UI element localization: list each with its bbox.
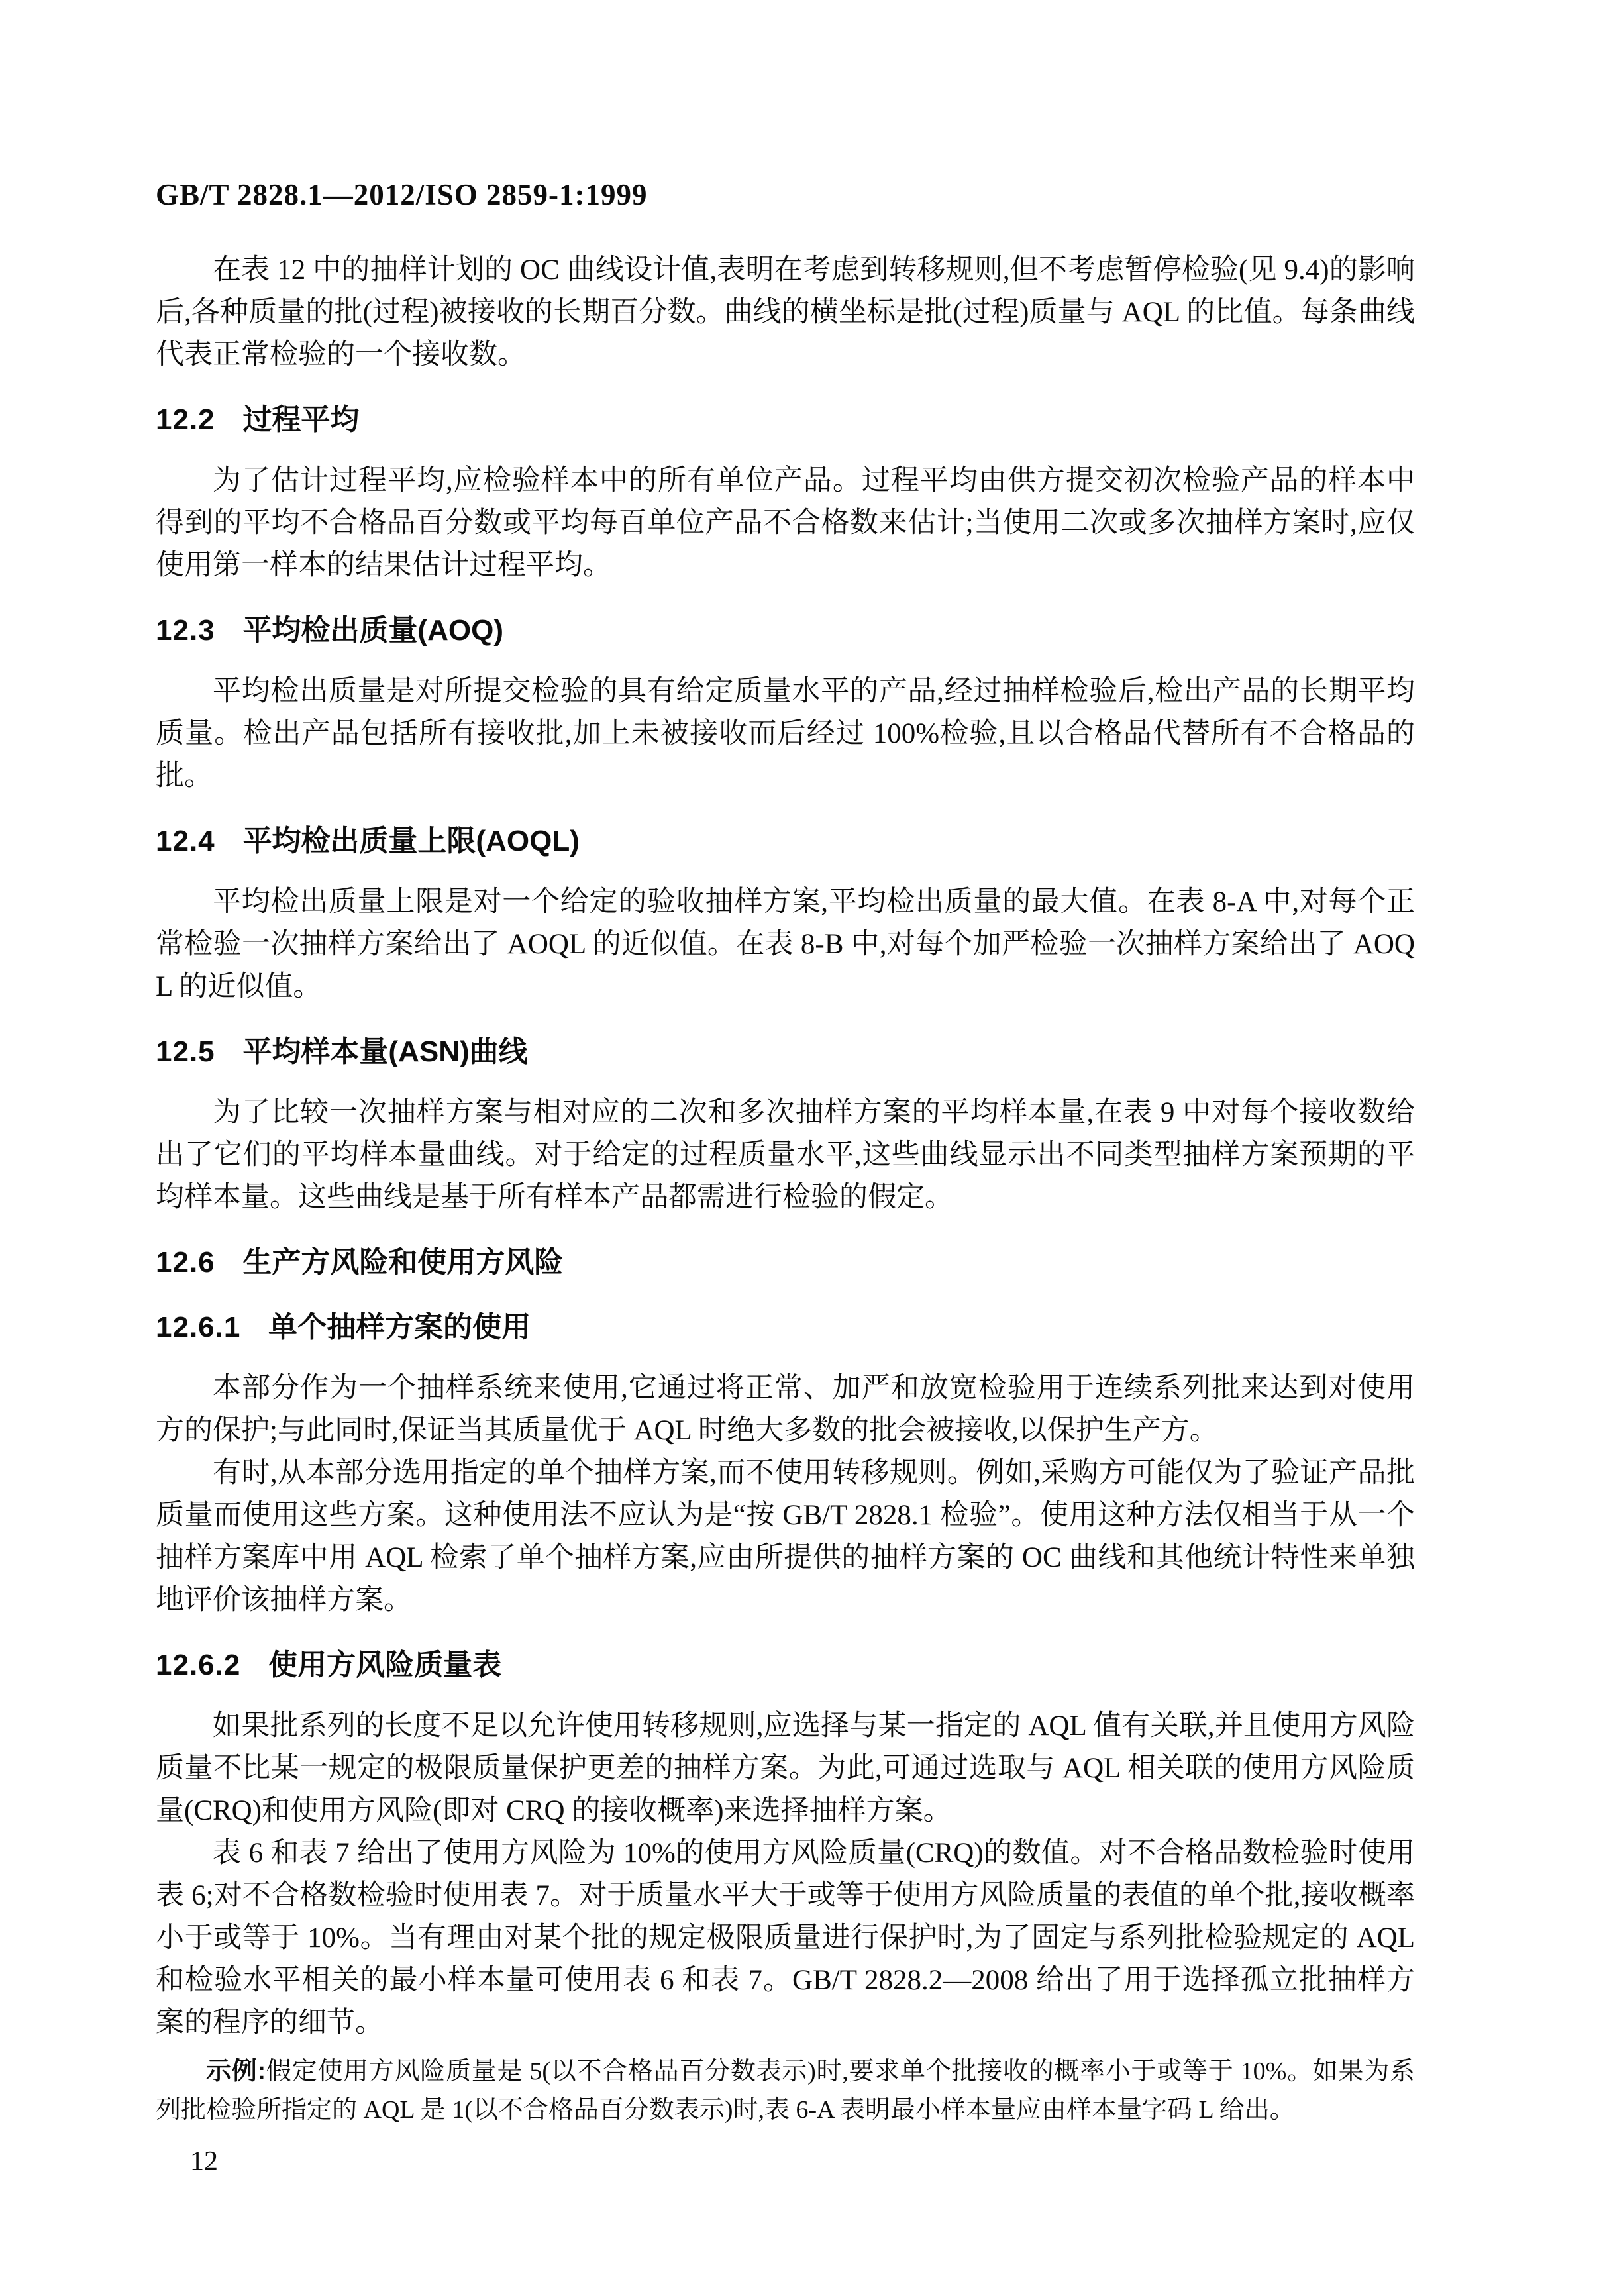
heading-12-6: [156, 1241, 1415, 1284]
example-label: 示例:: [206, 2058, 266, 2085]
paragraph-crq-selection: 如果批系列的长度不足以允许使用转移规则,应选择与某一指定的 AQL 值有关联,并且使用方风险质量不比某一规定的极限质量保护更差的抽样方案。为此,可通过选取与 AQL 相关联的使用方风险质量(CRQ)和使用方风险(即对 CRQ 的接收概率)来选择抽样方案。: [156, 1710, 1415, 1826]
section-title: 平均样本量(ASN)曲线: [242, 1035, 528, 1068]
section-number: 12.4: [156, 825, 215, 857]
heading-12-2: [156, 399, 1415, 441]
paragraph-process-average: 为了估计过程平均,应检验样本中的所有单位产品。过程平均由供方提交初次检验产品的样本中得到的平均不合格品百分数或平均每百单位产品不合格数来估计;当使用二次或多次抽样方案时,应仅使用第一样本的结果估计过程平均。: [156, 465, 1415, 581]
section-number: 12.5: [156, 1035, 215, 1068]
heading-12-3: [156, 609, 1415, 652]
paragraph-single-plan-use-1: 本部分作为一个抽样系统来使用,它通过将正常、加严和放宽检验用于连续系列批来达到对使用方的保护;与此同时,保证当其质量优于 AQL 时绝大多数的批会被接收,以保护生产方。: [156, 1373, 1415, 1446]
standard-number-header: GB/T 2828.1—2012/ISO 2859-1:1999: [156, 178, 648, 211]
section-number: 12.6: [156, 1246, 215, 1278]
section-number: 12.3: [156, 614, 215, 647]
section-title: 平均检出质量(AOQ): [242, 614, 503, 647]
section-number: 12.2: [156, 403, 215, 436]
heading-12-4: [156, 820, 1415, 862]
paragraph-single-plan-use-2: 有时,从本部分选用指定的单个抽样方案,而不使用转移规则。例如,采购方可能仅为了验证产品批质量而使用这些方案。这种使用法不应认为是“按 GB/T 2828.1 检验”。使用这种方法仅相当于从一个抽样方案库中用 AQL 检索了单个抽样方案,应由所提供的抽样方案的 OC 曲线和其他统计特性来单独地评价该抽样方案。: [156, 1457, 1415, 1616]
paragraph-tables-6-7: 表 6 和表 7 给出了使用方风险为 10%的使用方风险质量(CRQ)的数值。对不合格品数检验时使用表 6;对不合格数检验时使用表 7。对于质量水平大于或等于使用方风险质量的表值的单个批,接收概率小于或等于 10%。当有理由对某个批的规定极限质量进行保护时,为了固定与系列批检验规定的 AQL 和检验水平相关的最小样本量可使用表 6 和表 7。GB/T 2828.2—2008 给出了用于选择孤立批抽样方案的程序的细节。: [156, 1838, 1415, 2038]
section-title: 平均检出质量上限(AOQL): [242, 825, 580, 857]
section-title: 使用方风险质量表: [268, 1649, 502, 1681]
paragraph-aoq: 平均检出质量是对所提交检验的具有给定质量水平的产品,经过抽样检验后,检出产品的长期平均质量。检出产品包括所有接收批,加上未被接收而后经过 100%检验,且以合格品代替所有不合格品的批。: [156, 676, 1415, 792]
page-content: [156, 249, 1415, 2178]
section-number: 12.6.1: [156, 1311, 241, 1343]
heading-12-6-1: [156, 1306, 1415, 1349]
section-title: 生产方风险和使用方风险: [242, 1246, 564, 1278]
heading-12-5: [156, 1031, 1415, 1073]
section-title: 单个抽样方案的使用: [268, 1311, 531, 1343]
example-note: [156, 2052, 1415, 2129]
paragraph-aoql: 平均检出质量上限是对一个给定的验收抽样方案,平均检出质量的最大值。在表 8-A 中,对每个正常检验一次抽样方案给出了 AOQL 的近似值。在表 8-B 中,对每个加严检验一次抽样方案给出了 AOQL 的近似值。: [156, 886, 1415, 1002]
paragraph-asn-curves: 为了比较一次抽样方案与相对应的二次和多次抽样方案的平均样本量,在表 9 中对每个接收数给出了它们的平均样本量曲线。对于给定的过程质量水平,这些曲线显示出不同类型抽样方案预期的平均样本量。这些曲线是基于所有样本产品都需进行检验的假定。: [156, 1097, 1415, 1213]
page-number: 12: [190, 2146, 218, 2177]
section-title: 过程平均: [242, 403, 360, 436]
paragraph-oc-curve-intro: 在表 12 中的抽样计划的 OC 曲线设计值,表明在考虑到转移规则,但不考虑暂停检验(见 9.4)的影响后,各种质量的批(过程)被接收的长期百分数。曲线的横坐标是批(过程)质量与 AQL 的比值。每条曲线代表正常检验的一个接收数。: [156, 254, 1415, 370]
example-text: 假定使用方风险质量是 5(以不合格品百分数表示)时,要求单个批接收的概率小于或等于 10%。如果为系列批检验所指定的 AQL 是 1(以不合格品百分数表示)时,表 6-A 表明最小样本量应由样本量字码 L 给出。: [156, 2058, 1416, 2124]
section-number: 12.6.2: [156, 1649, 241, 1681]
heading-12-6-2: [156, 1644, 1415, 1687]
